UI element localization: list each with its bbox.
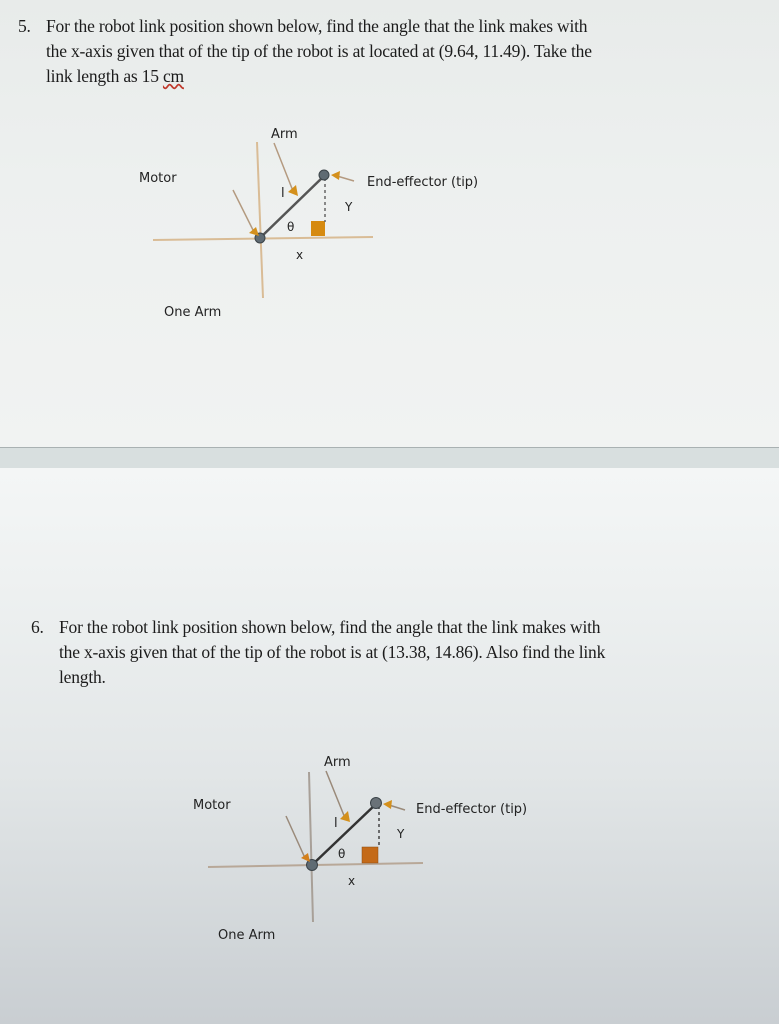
end-effector-label: End-effector (tip) bbox=[367, 175, 479, 190]
end-effector-label: End-effector (tip) bbox=[416, 802, 528, 817]
motor-label: Motor bbox=[139, 171, 177, 186]
question-number: 6. bbox=[31, 617, 44, 637]
question-text-line-2: the x-axis given that of the tip of the robot is at located at (9.64, 11.49). Take the bbox=[46, 41, 592, 61]
motor-label: Motor bbox=[193, 798, 231, 813]
link-symbol: l bbox=[334, 816, 338, 831]
diagram-caption: One Arm bbox=[164, 305, 222, 320]
tip-joint bbox=[371, 798, 382, 809]
link-symbol: l bbox=[281, 186, 285, 201]
y-symbol: Y bbox=[397, 827, 405, 841]
motor-arrow-icon bbox=[301, 853, 310, 862]
end-effector-arrow-icon bbox=[383, 800, 392, 809]
arm-arrow-icon bbox=[340, 811, 350, 822]
unit-cm: cm bbox=[162, 66, 184, 86]
y-axis-line bbox=[309, 772, 313, 922]
x-symbol: x bbox=[348, 874, 356, 888]
right-angle-marker bbox=[362, 847, 378, 863]
y-symbol: Y bbox=[345, 200, 353, 214]
question-text-line-1: For the robot link position shown below, find the angle that the link makes with bbox=[46, 16, 588, 36]
question-number: 5. bbox=[18, 16, 31, 36]
arm-label: Arm bbox=[324, 755, 351, 770]
theta-symbol: θ bbox=[338, 847, 346, 861]
question-text-line-2: the x-axis given that of the tip of the robot is at (13.38, 14.86). Also find the link bbox=[59, 642, 606, 662]
theta-symbol: θ bbox=[287, 220, 295, 234]
question-text-line-1: For the robot link position shown below, find the angle that the link makes with bbox=[59, 617, 601, 637]
question-text-line-3: length. bbox=[59, 667, 106, 687]
arm-label: Arm bbox=[271, 127, 298, 142]
diagram-caption: One Arm bbox=[218, 928, 276, 943]
link-length-text: link length as 15 bbox=[46, 66, 163, 86]
x-symbol: x bbox=[296, 248, 304, 262]
